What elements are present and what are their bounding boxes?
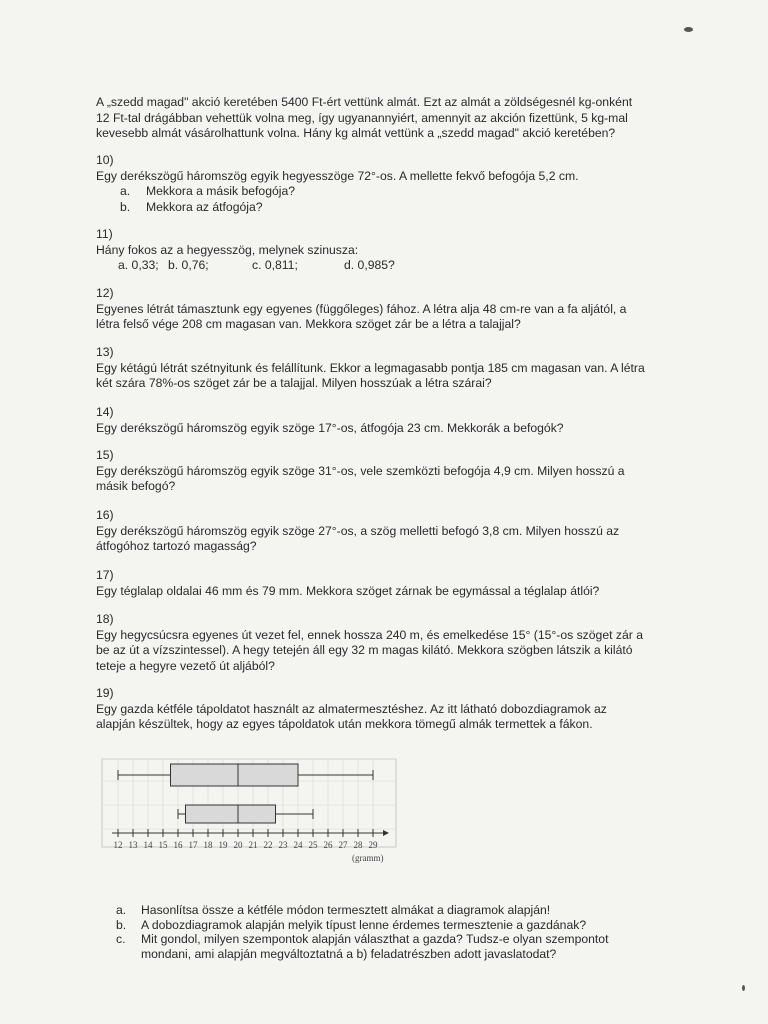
tick-label: 29 bbox=[368, 840, 378, 850]
intro-problem bbox=[96, 95, 676, 142]
tick-label: 26 bbox=[323, 840, 333, 850]
problem-number: 17) bbox=[96, 568, 114, 582]
question-label: b. bbox=[116, 917, 127, 932]
question-text: A dobozdiagramok alapján melyik típust lenne érdemes termesztenie a gazdának? bbox=[141, 917, 587, 932]
problem-text: Egy téglalap oldalai 46 mm és 79 mm. Mekkora szöget zárnak be egymással a téglalap átlói? bbox=[96, 583, 600, 598]
problem-text: Hány fokos az a hegyesszög, melynek szinusza: bbox=[96, 242, 359, 257]
problem-text: másik befogó? bbox=[96, 479, 176, 494]
tick-label: 24 bbox=[293, 840, 303, 850]
problem-13 bbox=[96, 345, 676, 392]
tick-label: 21 bbox=[248, 840, 258, 850]
option: c. 0,811; bbox=[252, 258, 298, 273]
problem-text: Egy derékszögű háromszög egyik szöge 17°-os, átfogója 23 cm. Mekkorák a befogók? bbox=[96, 420, 564, 435]
problem-text: átfogóhoz tartozó magasság? bbox=[96, 539, 257, 554]
question-text-block bbox=[141, 932, 608, 961]
boxplot-chart bbox=[100, 757, 400, 867]
problem-text: két szára 78%-os szöget zár be a talajjal. Milyen hosszúak a létra szárai? bbox=[96, 376, 492, 391]
tick-label: 27 bbox=[338, 840, 348, 850]
answer-options bbox=[96, 258, 676, 274]
question-label: a. bbox=[116, 903, 127, 917]
problem-15 bbox=[96, 448, 676, 495]
tick-label: 17 bbox=[188, 840, 198, 850]
tick-label: 18 bbox=[203, 840, 213, 850]
scan-speck bbox=[684, 27, 693, 32]
problem-number: 18) bbox=[96, 612, 114, 626]
tick-label: 20 bbox=[233, 840, 243, 850]
problem-17 bbox=[96, 568, 676, 599]
problem-text: létra felső vége 208 cm magasan van. Mekkora szöget zár be a létra a talajjal? bbox=[96, 317, 521, 332]
problem-10 bbox=[96, 153, 676, 215]
problem-19 bbox=[96, 686, 676, 733]
tick-label: 13 bbox=[128, 840, 138, 850]
sub-question bbox=[96, 184, 676, 200]
scan-speck bbox=[742, 985, 745, 991]
problem-text: Egy kétágú létrát szétnyitunk és felállítunk. Ekkor a legmagasabb pontja 185 cm magasan van. A létra bbox=[96, 360, 645, 375]
sub-question bbox=[96, 200, 676, 216]
axis-arrow bbox=[383, 830, 389, 836]
problem-text: Egyenes létrát támasztunk egy egyenes (függőleges) fához. A létra alja 48 cm-re van a fa aljától, a bbox=[96, 301, 627, 316]
problem-text: Egy hegycsúcsra egyenes út vezet fel, ennek hossza 240 m, és emelkedése 15° (15°-os szöget zár a bbox=[96, 627, 643, 642]
problem-text: Egy derékszögű háromszög egyik hegyesszöge 72°-os. A mellette fekvő befogója 5,2 cm. bbox=[96, 168, 579, 183]
problem-number: 11) bbox=[96, 227, 113, 241]
problem-14 bbox=[96, 405, 676, 436]
question-item bbox=[116, 932, 676, 961]
problem-number: 15) bbox=[96, 448, 114, 462]
tick-label: 15 bbox=[158, 840, 168, 850]
question-text: mondani, ami alapján megváltoztatná a b) feladatrészben adott javaslatodat? bbox=[141, 946, 557, 961]
problem-number: 12) bbox=[96, 286, 114, 300]
problem-text: be az út a vízszintessel). A hegy tetején áll egy 32 m magas kilátó. Mekkora szögben látszik a kilátó bbox=[96, 643, 633, 658]
problem-12 bbox=[96, 286, 676, 333]
tick-label: 28 bbox=[353, 840, 363, 850]
problem-number: 16) bbox=[96, 508, 114, 522]
sub-label: b. bbox=[120, 199, 131, 214]
question-label: c. bbox=[116, 932, 126, 947]
intro-line: A „szedd magad" akció keretében 5400 Ft-ért vettünk almát. Ezt az almát a zöldségesnél kg-onként bbox=[96, 95, 633, 109]
sub-label: a. bbox=[120, 184, 131, 199]
problem-number: 14) bbox=[96, 405, 114, 419]
box-iqr bbox=[186, 805, 276, 823]
option: b. 0,76; bbox=[168, 258, 209, 273]
intro-line: kevesebb almát vásárolhattunk volna. Hány kg almát vettünk a „szedd magad" akció keretében? bbox=[96, 126, 616, 141]
question-item bbox=[116, 918, 676, 933]
tick-label: 25 bbox=[308, 840, 318, 850]
question-text: Mit gondol, milyen szempontok alapján választhat a gazda? Tudsz-e olyan szempontot bbox=[141, 932, 609, 947]
problem-11 bbox=[96, 227, 676, 274]
axis-unit-label: (gramm) bbox=[352, 853, 384, 863]
problem-text: Egy derékszögű háromszög egyik szöge 27°-os, a szög melletti befogó 3,8 cm. Milyen hosszú az bbox=[96, 523, 620, 538]
chart-boxes bbox=[118, 764, 373, 823]
question-list bbox=[116, 903, 676, 961]
problem-number: 10) bbox=[96, 153, 114, 167]
problem-text: alapján készültek, hogy az egyes tápoldatok után mekkora tömegű almák termettek a fákon. bbox=[96, 717, 593, 732]
tick-label: 19 bbox=[218, 840, 228, 850]
problem-16 bbox=[96, 508, 676, 555]
tick-label: 23 bbox=[278, 840, 288, 850]
option: a. 0,33; bbox=[118, 258, 159, 273]
sub-text: Mekkora az átfogója? bbox=[146, 199, 263, 214]
tick-label: 14 bbox=[143, 840, 153, 850]
intro-line: 12 Ft-tal drágábban vehettük volna meg, így ugyanannyiért, amennyit az akción fizettünk, 5 kg-mal bbox=[96, 110, 628, 125]
tick-label: 16 bbox=[173, 840, 183, 850]
problem-text: teteje a hegyre vezető út aljából? bbox=[96, 658, 275, 673]
problem-text: Egy derékszögű háromszög egyik szöge 31°-os, vele szemközti befogója 4,9 cm. Milyen hosszú a bbox=[96, 463, 625, 478]
tick-label: 12 bbox=[113, 840, 123, 850]
option: d. 0,985? bbox=[344, 258, 395, 273]
tick-label: 22 bbox=[263, 840, 273, 850]
question-item bbox=[116, 903, 676, 918]
box-iqr bbox=[171, 764, 299, 786]
problem-text: Egy gazda kétféle tápoldatot használt az almatermesztéshez. Az itt látható dobozdiagramok az bbox=[96, 701, 607, 716]
sub-text: Mekkora a másik befogója? bbox=[146, 184, 296, 199]
question-text: Hasonlítsa össze a kétféle módon termesztett almákat a diagramok alapján! bbox=[141, 903, 551, 917]
problem-18 bbox=[96, 612, 676, 674]
problem-number: 13) bbox=[96, 345, 114, 359]
problem-number: 19) bbox=[96, 686, 114, 700]
